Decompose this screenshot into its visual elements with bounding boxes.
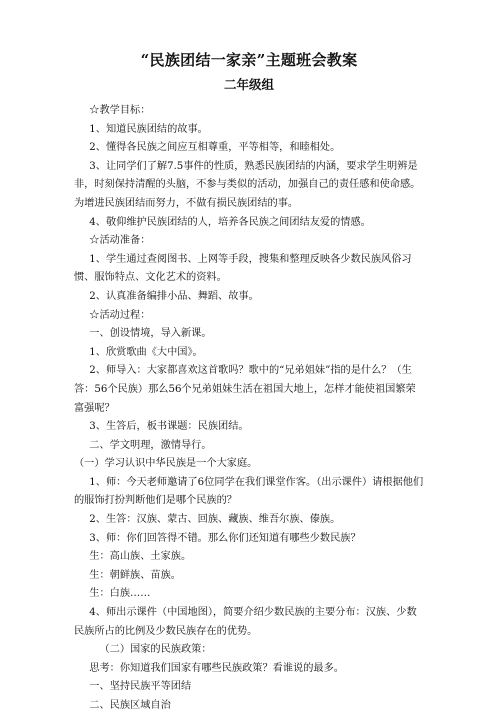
paragraph: 3、师：你们回答得不错。那么你们还知道有哪些少数民族？ (89, 532, 361, 544)
paragraph: 一、创设情境，导入新课。 (89, 328, 212, 340)
paragraph: ☆教学目标： (89, 105, 151, 116)
document-title: “民族团结一家亲”主题班会教案 (140, 51, 358, 69)
document-subtitle: 二年级组 (223, 77, 274, 92)
paragraph: 生：白族…… (89, 588, 151, 600)
paragraph: 2、认真准备编排小品、舞蹈、故事。 (89, 290, 259, 302)
paragraph: 2、生答：汉族、蒙古、回族、藏族、维吾尔族、傣族。 (89, 514, 341, 526)
paragraph: 生：朝鲜族、苗族。 (89, 569, 181, 581)
paragraph: 2、师导入：大家都喜欢这首歌吗？歌中的“兄弟姐妹”指的是什么？（生答：56个民族）那么56个兄弟姐妹生活在祖国大地上，怎样才能使祖国繁荣富强呢？ (74, 365, 416, 414)
paragraph: ☆活动准备： (89, 235, 151, 247)
paragraph: 二、学文明理，激情导行。 (89, 439, 212, 451)
paragraph: 思考：你知道我们国家有哪些民族政策？看谁说的最多。 (89, 662, 344, 674)
paragraph: 3、生答后，板书课题：民族团结。 (89, 421, 249, 433)
paragraph: ☆活动过程： (89, 309, 151, 321)
paragraph: 1、知道民族团结的故事。 (89, 123, 208, 135)
paragraph: 2、懂得各民族之间应互相尊重，平等相等，和睦相处。 (89, 142, 341, 154)
paragraph: 1、学生通过查阅图书、上网等手段，搜集和整理反映各少数民族风俗习惯、服饰特点、文化艺术的资料。 (74, 253, 412, 284)
paragraph: （一）学习认识中华民族是一个大家庭。 (74, 458, 258, 470)
paragraph: 二、民族区域自治 (89, 700, 171, 711)
paragraph: 一、坚持民族平等团结 (89, 681, 192, 693)
paragraph: 4、师出示课件（中国地图），简要介绍少数民族的主要分布：汉族、少数民族所占的比例及少数民族存在的优势。 (74, 607, 417, 637)
document-body (74, 102, 424, 716)
paragraph: 1、欣赏歌曲《大中国》。 (89, 346, 203, 358)
paragraph: 1、师：今天老师邀请了6位同学在我们课堂作客。（出示课件）请根据他们的服饰打扮判断他们是哪个民族的？ (74, 476, 424, 507)
paragraph: （二）国家的民族政策： (99, 644, 212, 656)
paragraph: 4、敬仰维护民族团结的人，培养各民族之间团结友爱的情感。 (89, 216, 371, 228)
paragraph: 3、让同学们了解7.5事件的性质，熟悉民族团结的内涵，要求学生明辨是非，时刻保持清醒的头脑，不参与类似的活动，加强自己的责任感和使命感。为增进民族团结而努力，不做有损民族团结的事。 (74, 160, 421, 209)
paragraph: 生：高山族、土家族。 (89, 551, 192, 563)
